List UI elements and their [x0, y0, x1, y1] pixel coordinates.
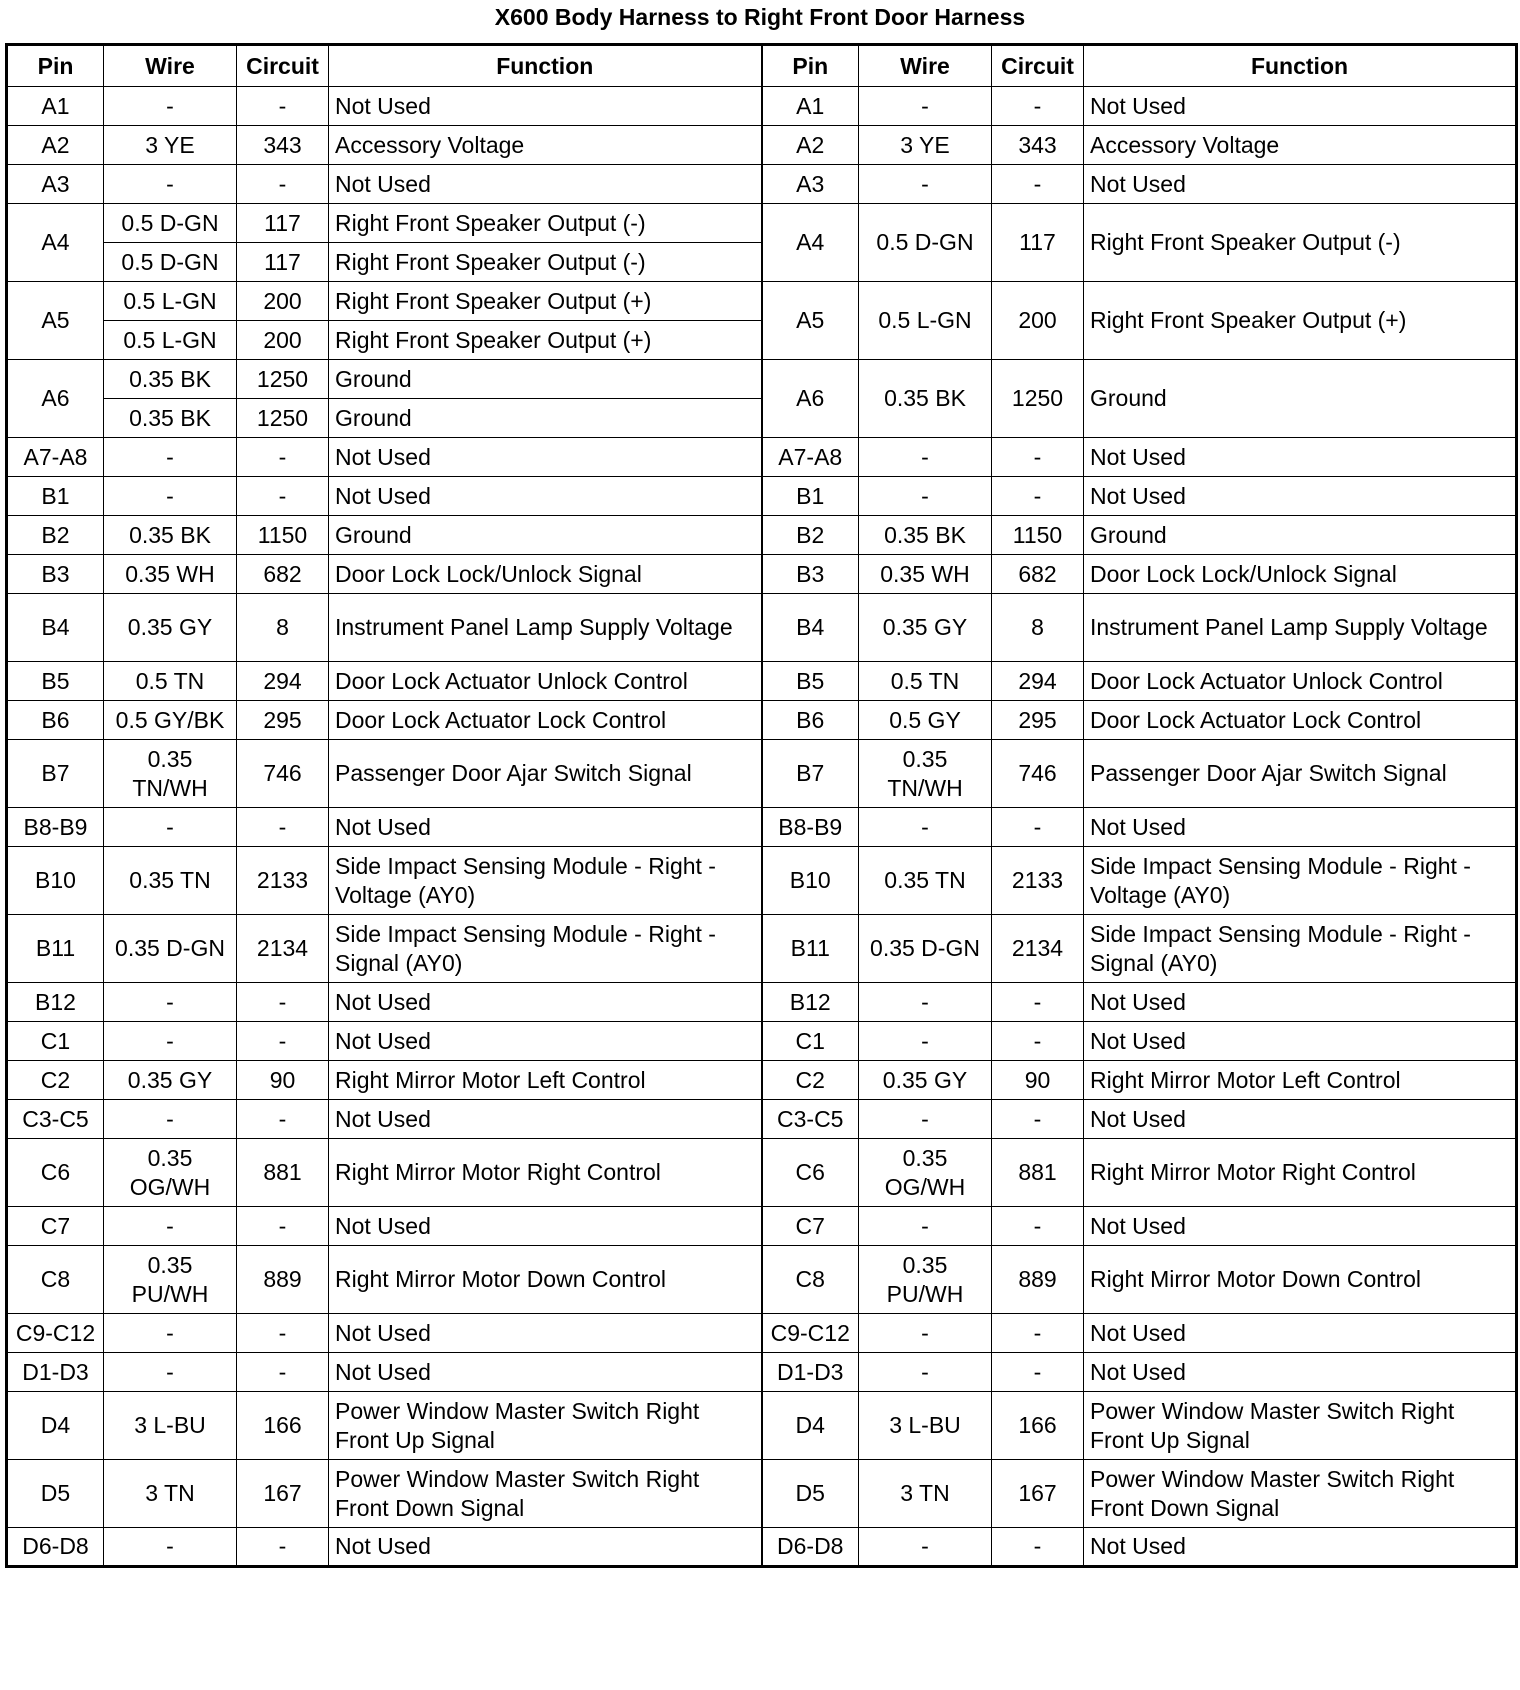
connector-pin-table: [5, 43, 1518, 1568]
right-circuit-cell: 166: [992, 1392, 1084, 1460]
left-circuit-cell: -: [237, 87, 329, 126]
header-circuit: Circuit: [992, 45, 1084, 87]
table-row: [7, 1528, 1517, 1567]
left-pin-cell: D6-D8: [7, 1528, 104, 1567]
right-circuit-cell: 889: [992, 1246, 1084, 1314]
right-circuit-cell: 294: [992, 662, 1084, 701]
right-function-cell: Right Front Speaker Output (-): [1084, 204, 1517, 282]
left-function-cell: Right Mirror Motor Left Control: [329, 1061, 762, 1100]
right-pin-cell: D6-D8: [762, 1528, 859, 1567]
left-pin-cell: A5: [7, 282, 104, 360]
table-row: [7, 594, 1517, 662]
right-function-cell: Door Lock Lock/Unlock Signal: [1084, 555, 1517, 594]
right-function-cell: Not Used: [1084, 1528, 1517, 1567]
right-wire-cell: 0.35 WH: [859, 555, 992, 594]
right-wire-cell: -: [859, 87, 992, 126]
left-wire-cell: -: [104, 808, 237, 847]
left-function-cell: Not Used: [329, 983, 762, 1022]
table-row: [7, 438, 1517, 477]
right-function-cell: Not Used: [1084, 983, 1517, 1022]
right-pin-cell: B2: [762, 516, 859, 555]
right-pin-cell: A7-A8: [762, 438, 859, 477]
table-row: [7, 1061, 1517, 1100]
left-function-cell: Not Used: [329, 1100, 762, 1139]
right-function-cell: Passenger Door Ajar Switch Signal: [1084, 740, 1517, 808]
right-wire-cell: -: [859, 477, 992, 516]
left-circuit-cell: -: [237, 1100, 329, 1139]
right-pin-cell: C1: [762, 1022, 859, 1061]
right-pin-cell: C7: [762, 1207, 859, 1246]
table-row: [7, 1139, 1517, 1207]
left-pin-cell: B10: [7, 847, 104, 915]
left-wire-cell: 0.35 WH: [104, 555, 237, 594]
right-function-cell: Instrument Panel Lamp Supply Voltage: [1084, 594, 1517, 662]
left-wire-cell: 3 YE: [104, 126, 237, 165]
right-pin-cell: B5: [762, 662, 859, 701]
table-row: [7, 204, 1517, 243]
left-circuit-cell: 90: [237, 1061, 329, 1100]
right-pin-cell: A6: [762, 360, 859, 438]
table-row: [7, 808, 1517, 847]
left-pin-cell: B11: [7, 915, 104, 983]
right-circuit-cell: 117: [992, 204, 1084, 282]
left-circuit-cell: -: [237, 1353, 329, 1392]
table-row: [7, 1314, 1517, 1353]
left-function-cell: Not Used: [329, 477, 762, 516]
left-circuit-cell: 167: [237, 1460, 329, 1528]
right-function-cell: Not Used: [1084, 165, 1517, 204]
right-circuit-cell: -: [992, 983, 1084, 1022]
right-wire-cell: -: [859, 1353, 992, 1392]
left-circuit-cell: 746: [237, 740, 329, 808]
left-wire-cell: 0.35 TN/WH: [104, 740, 237, 808]
right-circuit-cell: -: [992, 1353, 1084, 1392]
right-wire-cell: 0.35 TN: [859, 847, 992, 915]
left-wire-cell: -: [104, 1353, 237, 1392]
right-circuit-cell: -: [992, 87, 1084, 126]
right-wire-cell: 0.5 TN: [859, 662, 992, 701]
left-circuit-cell: 2134: [237, 915, 329, 983]
left-function-cell: Right Front Speaker Output (+): [329, 282, 762, 321]
left-circuit-cell: -: [237, 1022, 329, 1061]
left-circuit-cell: 166: [237, 1392, 329, 1460]
right-pin-cell: C3-C5: [762, 1100, 859, 1139]
right-wire-cell: 3 L-BU: [859, 1392, 992, 1460]
left-function-cell: Side Impact Sensing Module - Right - Voltage (AY0): [329, 847, 762, 915]
table-row: [7, 555, 1517, 594]
right-wire-cell: -: [859, 165, 992, 204]
right-pin-cell: B10: [762, 847, 859, 915]
right-pin-cell: A1: [762, 87, 859, 126]
left-wire-cell: 0.5 L-GN: [104, 282, 237, 321]
left-function-cell: Ground: [329, 399, 762, 438]
right-wire-cell: 0.5 GY: [859, 701, 992, 740]
left-circuit-cell: 294: [237, 662, 329, 701]
left-function-cell: Passenger Door Ajar Switch Signal: [329, 740, 762, 808]
right-pin-cell: B4: [762, 594, 859, 662]
left-wire-cell: 0.35 BK: [104, 360, 237, 399]
left-circuit-cell: 295: [237, 701, 329, 740]
right-wire-cell: 0.5 L-GN: [859, 282, 992, 360]
right-wire-cell: 0.35 OG/WH: [859, 1139, 992, 1207]
left-function-cell: Right Front Speaker Output (-): [329, 243, 762, 282]
header-function: Function: [1084, 45, 1517, 87]
left-circuit-cell: -: [237, 1528, 329, 1567]
left-pin-cell: A4: [7, 204, 104, 282]
table-row: [7, 87, 1517, 126]
table-row: [7, 662, 1517, 701]
left-wire-cell: -: [104, 1100, 237, 1139]
right-function-cell: Not Used: [1084, 87, 1517, 126]
table-body: [7, 87, 1517, 1567]
right-function-cell: Accessory Voltage: [1084, 126, 1517, 165]
left-pin-cell: D5: [7, 1460, 104, 1528]
right-circuit-cell: 881: [992, 1139, 1084, 1207]
left-function-cell: Not Used: [329, 165, 762, 204]
right-wire-cell: 0.35 GY: [859, 1061, 992, 1100]
left-function-cell: Not Used: [329, 87, 762, 126]
right-pin-cell: B12: [762, 983, 859, 1022]
right-wire-cell: 3 YE: [859, 126, 992, 165]
left-circuit-cell: 8: [237, 594, 329, 662]
right-pin-cell: C9-C12: [762, 1314, 859, 1353]
table-row: [7, 915, 1517, 983]
left-wire-cell: 0.5 TN: [104, 662, 237, 701]
left-function-cell: Not Used: [329, 1314, 762, 1353]
table-row: [7, 360, 1517, 399]
left-function-cell: Ground: [329, 360, 762, 399]
right-function-cell: Right Mirror Motor Down Control: [1084, 1246, 1517, 1314]
left-function-cell: Ground: [329, 516, 762, 555]
right-wire-cell: 0.35 BK: [859, 360, 992, 438]
left-pin-cell: C3-C5: [7, 1100, 104, 1139]
right-pin-cell: A2: [762, 126, 859, 165]
left-function-cell: Power Window Master Switch Right Front Down Signal: [329, 1460, 762, 1528]
left-pin-cell: B2: [7, 516, 104, 555]
left-pin-cell: D1-D3: [7, 1353, 104, 1392]
left-function-cell: Right Front Speaker Output (-): [329, 204, 762, 243]
left-function-cell: Accessory Voltage: [329, 126, 762, 165]
right-wire-cell: -: [859, 1207, 992, 1246]
right-circuit-cell: 343: [992, 126, 1084, 165]
left-wire-cell: 0.5 GY/BK: [104, 701, 237, 740]
right-circuit-cell: -: [992, 1528, 1084, 1567]
left-circuit-cell: -: [237, 438, 329, 477]
left-wire-cell: 0.35 OG/WH: [104, 1139, 237, 1207]
right-circuit-cell: 1150: [992, 516, 1084, 555]
right-function-cell: Not Used: [1084, 477, 1517, 516]
right-function-cell: Door Lock Actuator Unlock Control: [1084, 662, 1517, 701]
table-title: X600 Body Harness to Right Front Door Harness: [494, 4, 1026, 30]
left-wire-cell: 0.35 GY: [104, 1061, 237, 1100]
right-function-cell: Not Used: [1084, 1207, 1517, 1246]
left-wire-cell: 0.35 GY: [104, 594, 237, 662]
left-circuit-cell: 889: [237, 1246, 329, 1314]
right-circuit-cell: 2134: [992, 915, 1084, 983]
table-row: [7, 282, 1517, 321]
left-pin-cell: A3: [7, 165, 104, 204]
table-row: [7, 847, 1517, 915]
left-function-cell: Right Mirror Motor Right Control: [329, 1139, 762, 1207]
table-row: [7, 1022, 1517, 1061]
left-function-cell: Door Lock Actuator Lock Control: [329, 701, 762, 740]
right-pin-cell: A5: [762, 282, 859, 360]
left-circuit-cell: 682: [237, 555, 329, 594]
right-pin-cell: B11: [762, 915, 859, 983]
left-circuit-cell: 1150: [237, 516, 329, 555]
right-pin-cell: C8: [762, 1246, 859, 1314]
left-wire-cell: 0.5 D-GN: [104, 243, 237, 282]
right-function-cell: Ground: [1084, 516, 1517, 555]
header-pin: Pin: [7, 45, 104, 87]
right-circuit-cell: -: [992, 1314, 1084, 1353]
left-function-cell: Door Lock Lock/Unlock Signal: [329, 555, 762, 594]
right-function-cell: Right Mirror Motor Left Control: [1084, 1061, 1517, 1100]
left-wire-cell: -: [104, 438, 237, 477]
right-pin-cell: A3: [762, 165, 859, 204]
left-pin-cell: B12: [7, 983, 104, 1022]
right-function-cell: Side Impact Sensing Module - Right - Voltage (AY0): [1084, 847, 1517, 915]
left-circuit-cell: -: [237, 165, 329, 204]
left-function-cell: Not Used: [329, 808, 762, 847]
right-pin-cell: B7: [762, 740, 859, 808]
table-row: [7, 740, 1517, 808]
left-wire-cell: -: [104, 165, 237, 204]
left-function-cell: Not Used: [329, 1022, 762, 1061]
left-function-cell: Not Used: [329, 438, 762, 477]
left-pin-cell: A7-A8: [7, 438, 104, 477]
left-circuit-cell: -: [237, 808, 329, 847]
left-circuit-cell: 1250: [237, 399, 329, 438]
left-wire-cell: 0.35 D-GN: [104, 915, 237, 983]
table-row: [7, 126, 1517, 165]
right-wire-cell: -: [859, 1022, 992, 1061]
table-row: [7, 1207, 1517, 1246]
right-circuit-cell: -: [992, 1207, 1084, 1246]
left-wire-cell: 0.5 D-GN: [104, 204, 237, 243]
left-pin-cell: A1: [7, 87, 104, 126]
left-wire-cell: -: [104, 983, 237, 1022]
left-circuit-cell: -: [237, 983, 329, 1022]
left-pin-cell: C8: [7, 1246, 104, 1314]
left-function-cell: Side Impact Sensing Module - Right - Signal (AY0): [329, 915, 762, 983]
left-wire-cell: 0.35 BK: [104, 399, 237, 438]
left-circuit-cell: 117: [237, 204, 329, 243]
right-wire-cell: 0.35 TN/WH: [859, 740, 992, 808]
table-row: [7, 1246, 1517, 1314]
left-function-cell: Right Mirror Motor Down Control: [329, 1246, 762, 1314]
left-pin-cell: B7: [7, 740, 104, 808]
right-circuit-cell: -: [992, 1022, 1084, 1061]
right-pin-cell: C2: [762, 1061, 859, 1100]
right-circuit-cell: 8: [992, 594, 1084, 662]
left-pin-cell: C1: [7, 1022, 104, 1061]
header-pin: Pin: [762, 45, 859, 87]
left-circuit-cell: -: [237, 477, 329, 516]
right-function-cell: Power Window Master Switch Right Front Down Signal: [1084, 1460, 1517, 1528]
right-pin-cell: A4: [762, 204, 859, 282]
right-function-cell: Right Front Speaker Output (+): [1084, 282, 1517, 360]
left-circuit-cell: 200: [237, 282, 329, 321]
header-circuit: Circuit: [237, 45, 329, 87]
left-circuit-cell: -: [237, 1207, 329, 1246]
left-wire-cell: 3 L-BU: [104, 1392, 237, 1460]
left-pin-cell: A2: [7, 126, 104, 165]
left-function-cell: Power Window Master Switch Right Front Up Signal: [329, 1392, 762, 1460]
right-wire-cell: 0.35 PU/WH: [859, 1246, 992, 1314]
left-function-cell: Not Used: [329, 1353, 762, 1392]
left-function-cell: Door Lock Actuator Unlock Control: [329, 662, 762, 701]
left-circuit-cell: 200: [237, 321, 329, 360]
right-wire-cell: 0.35 BK: [859, 516, 992, 555]
right-wire-cell: -: [859, 983, 992, 1022]
right-circuit-cell: -: [992, 808, 1084, 847]
right-wire-cell: -: [859, 1528, 992, 1567]
right-circuit-cell: -: [992, 1100, 1084, 1139]
table-row: [7, 1100, 1517, 1139]
right-wire-cell: -: [859, 1314, 992, 1353]
table-row: [7, 477, 1517, 516]
header-wire: Wire: [104, 45, 237, 87]
right-circuit-cell: -: [992, 165, 1084, 204]
table-row: [7, 1460, 1517, 1528]
table-row: [7, 516, 1517, 555]
left-wire-cell: -: [104, 1314, 237, 1353]
right-pin-cell: D5: [762, 1460, 859, 1528]
right-function-cell: Not Used: [1084, 1100, 1517, 1139]
right-function-cell: Not Used: [1084, 438, 1517, 477]
right-function-cell: Side Impact Sensing Module - Right - Signal (AY0): [1084, 915, 1517, 983]
left-function-cell: Instrument Panel Lamp Supply Voltage: [329, 594, 762, 662]
left-circuit-cell: -: [237, 1314, 329, 1353]
right-circuit-cell: -: [992, 477, 1084, 516]
left-pin-cell: C6: [7, 1139, 104, 1207]
right-wire-cell: 3 TN: [859, 1460, 992, 1528]
left-wire-cell: 0.5 L-GN: [104, 321, 237, 360]
left-pin-cell: C2: [7, 1061, 104, 1100]
right-circuit-cell: 1250: [992, 360, 1084, 438]
left-pin-cell: C9-C12: [7, 1314, 104, 1353]
left-pin-cell: A6: [7, 360, 104, 438]
left-wire-cell: -: [104, 1528, 237, 1567]
left-pin-cell: B8-B9: [7, 808, 104, 847]
right-circuit-cell: -: [992, 438, 1084, 477]
left-pin-cell: D4: [7, 1392, 104, 1460]
right-circuit-cell: 167: [992, 1460, 1084, 1528]
right-circuit-cell: 200: [992, 282, 1084, 360]
left-pin-cell: C7: [7, 1207, 104, 1246]
right-wire-cell: 0.35 D-GN: [859, 915, 992, 983]
left-wire-cell: 3 TN: [104, 1460, 237, 1528]
left-pin-cell: B6: [7, 701, 104, 740]
right-pin-cell: D4: [762, 1392, 859, 1460]
right-function-cell: Door Lock Actuator Lock Control: [1084, 701, 1517, 740]
left-wire-cell: -: [104, 87, 237, 126]
table-row: [7, 983, 1517, 1022]
left-circuit-cell: 1250: [237, 360, 329, 399]
left-circuit-cell: 2133: [237, 847, 329, 915]
right-circuit-cell: 682: [992, 555, 1084, 594]
left-pin-cell: B1: [7, 477, 104, 516]
right-wire-cell: 0.5 D-GN: [859, 204, 992, 282]
table-row: [7, 165, 1517, 204]
left-wire-cell: 0.35 BK: [104, 516, 237, 555]
left-wire-cell: -: [104, 477, 237, 516]
right-function-cell: Ground: [1084, 360, 1517, 438]
left-circuit-cell: 343: [237, 126, 329, 165]
right-function-cell: Not Used: [1084, 1353, 1517, 1392]
table-row: [7, 1392, 1517, 1460]
left-function-cell: Not Used: [329, 1528, 762, 1567]
right-wire-cell: -: [859, 1100, 992, 1139]
table-row: [7, 1353, 1517, 1392]
right-wire-cell: -: [859, 808, 992, 847]
right-pin-cell: C6: [762, 1139, 859, 1207]
right-circuit-cell: 90: [992, 1061, 1084, 1100]
header-row: [7, 45, 1517, 87]
right-function-cell: Not Used: [1084, 1314, 1517, 1353]
left-wire-cell: -: [104, 1022, 237, 1061]
right-pin-cell: B3: [762, 555, 859, 594]
left-pin-cell: B4: [7, 594, 104, 662]
right-circuit-cell: 746: [992, 740, 1084, 808]
table-row: [7, 701, 1517, 740]
left-wire-cell: 0.35 TN: [104, 847, 237, 915]
right-pin-cell: B8-B9: [762, 808, 859, 847]
right-circuit-cell: 295: [992, 701, 1084, 740]
left-function-cell: Right Front Speaker Output (+): [329, 321, 762, 360]
right-pin-cell: B6: [762, 701, 859, 740]
left-circuit-cell: 117: [237, 243, 329, 282]
left-wire-cell: 0.35 PU/WH: [104, 1246, 237, 1314]
right-pin-cell: D1-D3: [762, 1353, 859, 1392]
header-function: Function: [329, 45, 762, 87]
right-function-cell: Not Used: [1084, 808, 1517, 847]
left-function-cell: Not Used: [329, 1207, 762, 1246]
left-pin-cell: B5: [7, 662, 104, 701]
right-wire-cell: -: [859, 438, 992, 477]
right-function-cell: Not Used: [1084, 1022, 1517, 1061]
right-pin-cell: B1: [762, 477, 859, 516]
left-wire-cell: -: [104, 1207, 237, 1246]
right-circuit-cell: 2133: [992, 847, 1084, 915]
right-wire-cell: 0.35 GY: [859, 594, 992, 662]
right-function-cell: Power Window Master Switch Right Front Up Signal: [1084, 1392, 1517, 1460]
header-wire: Wire: [859, 45, 992, 87]
left-circuit-cell: 881: [237, 1139, 329, 1207]
right-function-cell: Right Mirror Motor Right Control: [1084, 1139, 1517, 1207]
left-pin-cell: B3: [7, 555, 104, 594]
